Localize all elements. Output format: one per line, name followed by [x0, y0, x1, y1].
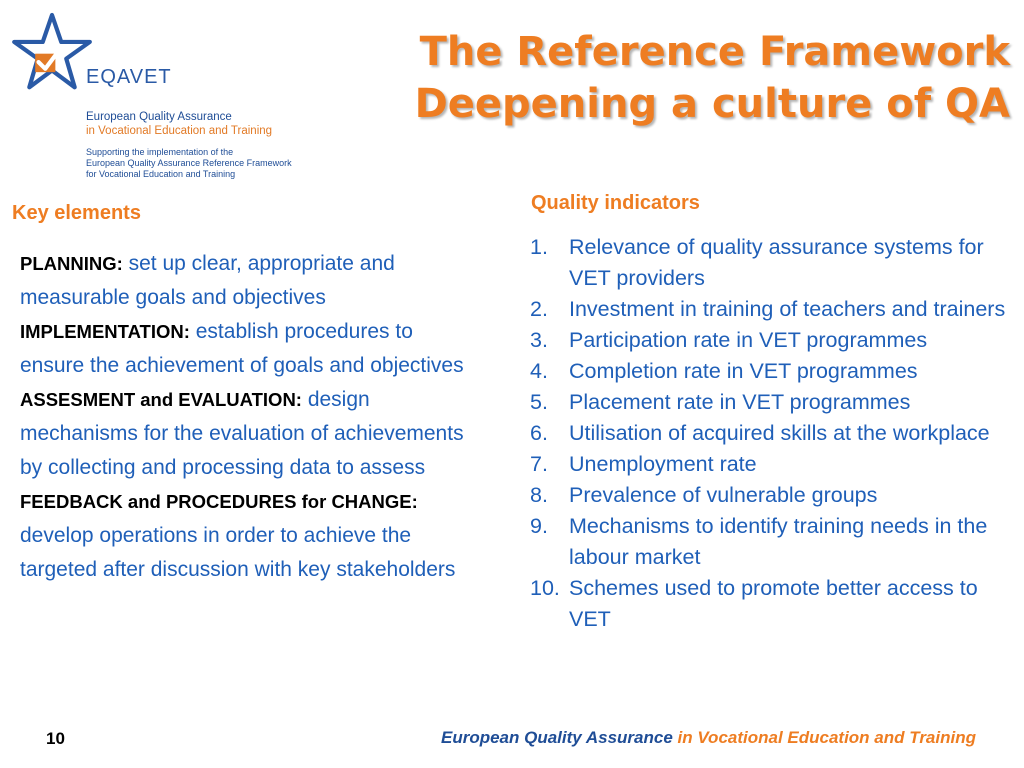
key-element-label: ASSESMENT and EVALUATION:	[20, 389, 302, 410]
quality-indicator-item	[530, 325, 1010, 356]
key-element-text: establish procedures to ensure the achievement of goals and objectives	[20, 320, 464, 377]
indicator-number: 4.	[530, 359, 548, 383]
key-element-label: FEEDBACK and PROCEDURES for CHANGE:	[20, 491, 418, 512]
indicator-text: Schemes used to promote better access to VET	[569, 576, 978, 631]
logo-supporting-text	[86, 147, 292, 180]
footer-text	[441, 728, 976, 748]
indicator-text: Utilisation of acquired skills at the workplace	[569, 421, 990, 445]
indicator-number: 10.	[530, 576, 560, 600]
indicator-number: 9.	[530, 514, 548, 538]
indicator-text: Participation rate in VET programmes	[569, 328, 928, 352]
key-element-item	[20, 315, 480, 383]
key-element-item	[20, 383, 480, 485]
logo-line2: in Vocational Education and Training	[86, 125, 273, 137]
logo-brand: EQAVET	[86, 66, 172, 88]
logo-line1: European Quality Assurance	[86, 111, 232, 123]
indicator-number: 1.	[530, 235, 548, 259]
quality-indicator-item	[530, 387, 1010, 418]
quality-indicator-item	[530, 294, 1010, 325]
title-line1: The Reference Framework	[419, 29, 1010, 75]
indicator-text: Mechanisms to identify training needs in the labour market	[569, 514, 988, 569]
quality-indicator-item	[530, 232, 1010, 294]
logo-supporting-line: Supporting the implementation of the	[86, 147, 234, 157]
slide-title	[415, 26, 1010, 130]
indicator-text: Relevance of quality assurance systems for VET providers	[569, 235, 984, 290]
page-number: 10	[46, 729, 65, 748]
quality-indicator-item	[530, 480, 1010, 511]
quality-indicator-item	[530, 511, 1010, 573]
logo-supporting-line: for Vocational Education and Training	[86, 169, 236, 179]
quality-indicators-heading: Quality indicators	[531, 192, 700, 214]
key-element-text: develop operations in order to achieve the targeted after discussion with key stakeholders	[20, 524, 456, 581]
key-element-label: IMPLEMENTATION:	[20, 321, 190, 342]
quality-indicator-item	[530, 573, 1010, 635]
title-line2: Deepening a culture of QA	[414, 81, 1010, 127]
indicator-number: 8.	[530, 483, 548, 507]
indicator-text: Completion rate in VET programmes	[569, 359, 918, 383]
quality-indicators-list	[530, 232, 1010, 635]
key-element-text: design mechanisms for the evaluation of achievements by collecting and processing data to assess	[20, 388, 464, 479]
indicator-number: 3.	[530, 328, 548, 352]
quality-indicator-item	[530, 356, 1010, 387]
logo-supporting-line: European Quality Assurance Reference Framework	[86, 158, 292, 168]
key-element-item	[20, 485, 480, 587]
indicator-text: Prevalence of vulnerable groups	[569, 483, 878, 507]
star-check-icon	[10, 10, 94, 94]
quality-indicator-item	[530, 449, 1010, 480]
indicator-text: Investment in training of teachers and trainers	[569, 297, 1006, 321]
key-element-label: PLANNING:	[20, 253, 123, 274]
key-element-item	[20, 247, 480, 315]
footer-part2: in Vocational Education and Training	[677, 728, 976, 747]
indicator-number: 6.	[530, 421, 548, 445]
indicator-number: 7.	[530, 452, 548, 476]
indicator-text: Placement rate in VET programmes	[569, 390, 911, 414]
indicator-number: 2.	[530, 297, 548, 321]
indicator-text: Unemployment rate	[569, 452, 757, 476]
indicator-number: 5.	[530, 390, 548, 414]
footer-part1: European Quality Assurance	[441, 728, 673, 747]
key-elements-heading: Key elements	[12, 202, 141, 224]
key-elements-list	[20, 247, 480, 587]
eqavet-logo	[6, 6, 306, 186]
key-element-text: set up clear, appropriate and measurable goals and objectives	[20, 252, 395, 309]
quality-indicator-item	[530, 418, 1010, 449]
